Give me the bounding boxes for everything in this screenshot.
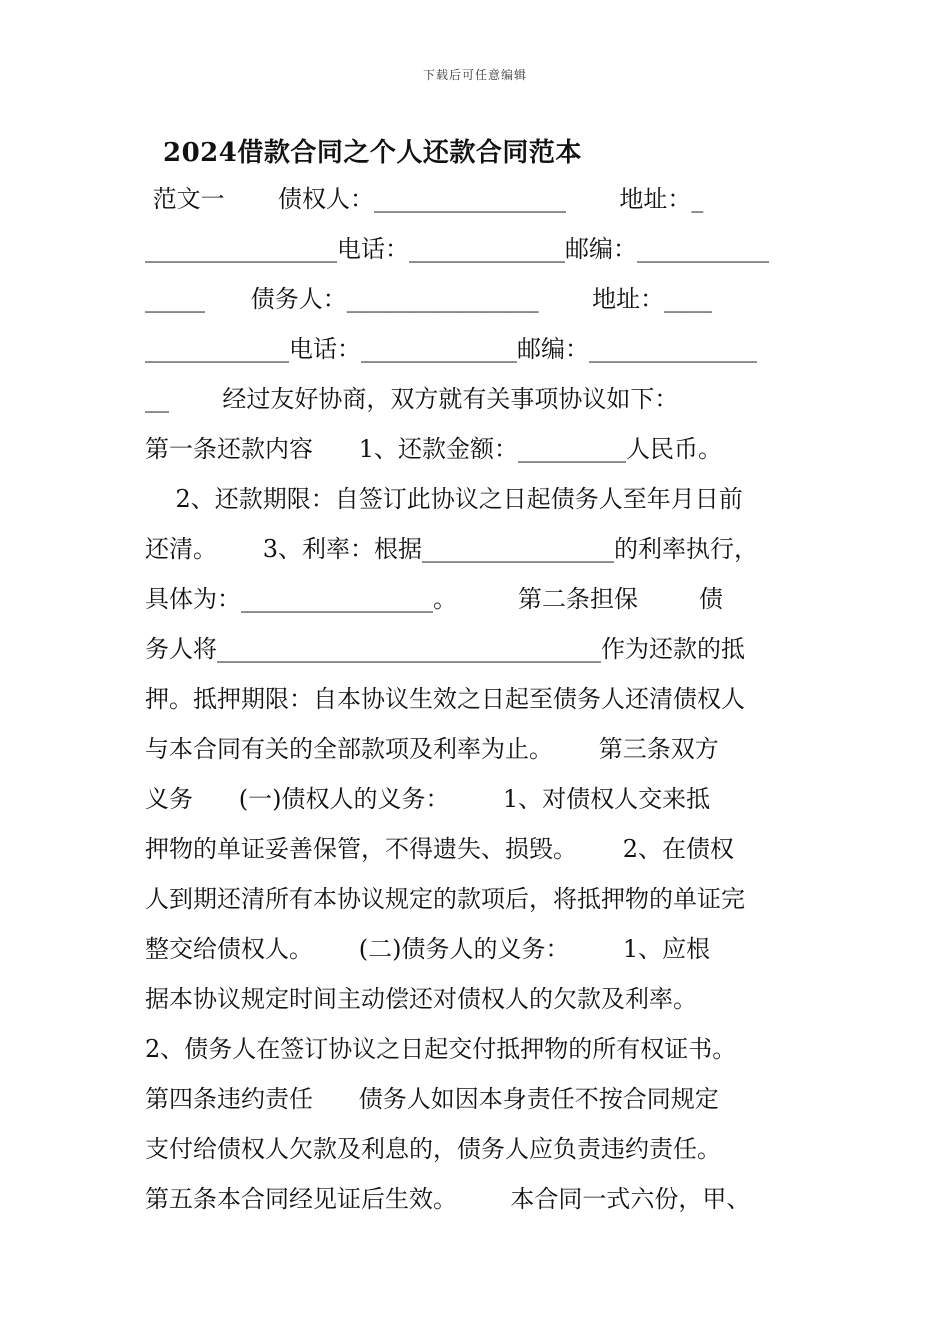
body-line: _____ 债务人：________________ 地址：____	[145, 285, 713, 313]
body-line: 押物的单证妥善保管，不得遗失、损毁。 2、在债权	[145, 835, 735, 863]
body-line: 还清。 3、利率：根据________________的利率执行，	[145, 535, 759, 563]
page-header-note: 下载后可任意编辑	[422, 68, 527, 82]
body-line: 具体为：________________。 第二条担保 债	[145, 585, 724, 613]
body-line: 整交给债权人。 (二)债务人的义务： 1、应根	[145, 935, 711, 963]
document-title: 2024借款合同之个人还款合同范本	[163, 138, 582, 168]
body-line: 义务 (一)债权人的义务： 1、对债权人交来抵	[145, 785, 711, 813]
body-line: 支付给债权人欠款及利息的，债务人应负责违约责任。	[145, 1135, 721, 1163]
body-line: 2、还款期限：自签订此协议之日起债务人至年月日前	[145, 485, 743, 513]
body-line: 据本协议规定时间主动偿还对债权人的欠款及利率。	[145, 985, 697, 1013]
body-line: ____________电话：_____________邮编：______________	[145, 335, 757, 363]
body-line: 押。抵押期限：自本协议生效之日起至债务人还清债权人	[145, 685, 745, 713]
body-line: 与本合同有关的全部款项及利率为止。 第三条双方	[145, 735, 719, 763]
body-line: 务人将________________________________作为还款的抵	[145, 635, 745, 663]
body-line: ________________电话：_____________邮编：___________	[145, 235, 769, 263]
body-line: 范文一 债权人：________________ 地址：_	[145, 185, 704, 213]
body-line: 第五条本合同经见证后生效。 本合同一式六份，甲、	[145, 1185, 751, 1213]
body-line: 第一条还款内容 1、还款金额：_________人民币。	[145, 435, 723, 463]
body-line: 第四条违约责任 债务人如因本身责任不按合同规定	[145, 1085, 719, 1113]
body-line: 人到期还清所有本协议规定的款项后，将抵押物的单证完	[145, 885, 745, 913]
body-line: 2、债务人在签订协议之日起交付抵押物的所有权证书。	[145, 1035, 737, 1063]
body-line: __ 经过友好协商，双方就有关事项协议如下：	[145, 385, 679, 413]
